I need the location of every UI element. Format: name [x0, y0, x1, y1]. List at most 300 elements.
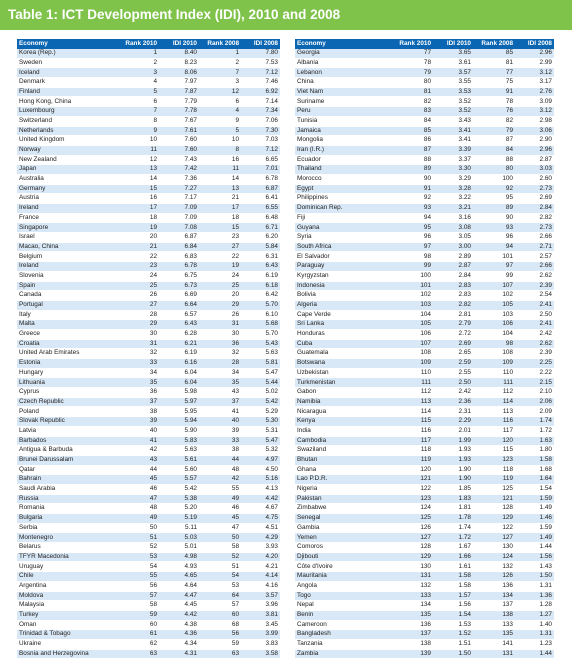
table-row [295, 484, 554, 494]
cell-rank-2008: 137 [473, 601, 515, 611]
cell-rank-2010: 62 [121, 639, 159, 649]
cell-idi-2008: 6.92 [241, 87, 280, 97]
cell-idi-2008: 4.75 [241, 514, 280, 524]
cell-rank-2008: 42 [199, 475, 241, 485]
cell-rank-2010: 11 [121, 145, 159, 155]
cell-rank-2010: 118 [393, 446, 433, 456]
cell-economy: Latvia [17, 426, 121, 436]
cell-rank-2010: 30 [121, 329, 159, 339]
cell-rank-2010: 125 [393, 514, 433, 524]
cell-rank-2008: 127 [473, 533, 515, 543]
cell-economy: Togo [295, 591, 393, 601]
cell-economy: United Arab Emirates [17, 349, 121, 359]
cell-idi-2010: 3.55 [433, 78, 473, 88]
cell-idi-2010: 5.19 [159, 514, 199, 524]
cell-rank-2008: 89 [473, 204, 515, 214]
cell-rank-2010: 137 [393, 630, 433, 640]
cell-idi-2008: 7.46 [241, 78, 280, 88]
cell-idi-2010: 7.42 [159, 165, 199, 175]
cell-idi-2008: 7.30 [241, 126, 280, 136]
cell-idi-2010: 2.55 [433, 368, 473, 378]
cell-rank-2008: 100 [473, 174, 515, 184]
cell-rank-2008: 12 [199, 87, 241, 97]
cell-idi-2010: 1.93 [433, 446, 473, 456]
cell-rank-2010: 86 [393, 136, 433, 146]
cell-idi-2008: 5.42 [241, 397, 280, 407]
table-row [17, 591, 280, 601]
cell-idi-2008: 2.71 [515, 242, 554, 252]
cell-rank-2008: 75 [473, 78, 515, 88]
cell-rank-2008: 76 [473, 107, 515, 117]
cell-economy: Fiji [295, 213, 393, 223]
table-row [295, 426, 554, 436]
cell-economy: Estonia [17, 359, 121, 369]
cell-rank-2008: 114 [473, 397, 515, 407]
cell-idi-2008: 2.41 [515, 320, 554, 330]
cell-rank-2010: 60 [121, 620, 159, 630]
cell-idi-2008: 2.84 [515, 204, 554, 214]
table-row [17, 504, 280, 514]
cell-rank-2010: 31 [121, 339, 159, 349]
cell-rank-2010: 25 [121, 281, 159, 291]
cell-rank-2008: 116 [473, 417, 515, 427]
cell-rank-2010: 29 [121, 320, 159, 330]
cell-economy: Argentina [17, 581, 121, 591]
cell-idi-2008: 7.34 [241, 107, 280, 117]
title-bar [0, 0, 572, 30]
cell-rank-2010: 110 [393, 368, 433, 378]
cell-idi-2008: 3.17 [515, 78, 554, 88]
table-row [295, 359, 554, 369]
cell-idi-2008: 2.50 [515, 310, 554, 320]
table-row [295, 572, 554, 582]
cell-idi-2010: 7.67 [159, 116, 199, 126]
cell-idi-2010: 7.08 [159, 223, 199, 233]
cell-idi-2010: 3.16 [433, 213, 473, 223]
cell-rank-2008: 112 [473, 388, 515, 398]
cell-rank-2008: 120 [473, 436, 515, 446]
cell-idi-2008: 6.87 [241, 184, 280, 194]
cell-rank-2008: 98 [473, 339, 515, 349]
cell-idi-2010: 2.89 [433, 252, 473, 262]
cell-idi-2010: 7.17 [159, 194, 199, 204]
cell-idi-2010: 5.60 [159, 465, 199, 475]
cell-idi-2008: 5.47 [241, 368, 280, 378]
cell-economy: Tanzania [295, 639, 393, 649]
cell-rank-2010: 52 [121, 543, 159, 553]
cell-economy: Greece [17, 329, 121, 339]
table-row [17, 436, 280, 446]
table-row [295, 320, 554, 330]
cell-rank-2010: 84 [393, 116, 433, 126]
cell-rank-2010: 24 [121, 271, 159, 281]
cell-rank-2010: 23 [121, 262, 159, 272]
cell-rank-2008: 54 [199, 572, 241, 582]
cell-economy: Gambia [295, 523, 393, 533]
cell-economy: Suriname [295, 97, 393, 107]
cell-economy: Ireland [17, 204, 121, 214]
table-row [295, 388, 554, 398]
cell-rank-2008: 6 [199, 97, 241, 107]
cell-idi-2010: 7.09 [159, 204, 199, 214]
cell-rank-2010: 36 [121, 388, 159, 398]
cell-idi-2010: 7.61 [159, 126, 199, 136]
table-row [295, 436, 554, 446]
cell-rank-2008: 41 [199, 407, 241, 417]
cell-rank-2008: 78 [473, 97, 515, 107]
cell-rank-2010: 38 [121, 407, 159, 417]
cell-economy: Ukraine [17, 639, 121, 649]
table-row [17, 58, 280, 68]
cell-rank-2008: 4 [199, 107, 241, 117]
cell-economy: Croatia [17, 339, 121, 349]
table-row [295, 581, 554, 591]
table-row [17, 107, 280, 117]
table-row [17, 620, 280, 630]
cell-idi-2010: 5.11 [159, 523, 199, 533]
cell-rank-2010: 53 [121, 552, 159, 562]
cell-economy: Russia [17, 494, 121, 504]
cell-rank-2010: 4 [121, 78, 159, 88]
table-row [295, 58, 554, 68]
cell-rank-2008: 33 [199, 436, 241, 446]
cell-rank-2008: 53 [199, 581, 241, 591]
cell-rank-2008: 29 [199, 300, 241, 310]
table-row [17, 68, 280, 78]
cell-idi-2010: 1.58 [433, 572, 473, 582]
cell-economy: Bolivia [295, 291, 393, 301]
table-row [295, 223, 554, 233]
cell-economy: Ecuador [295, 155, 393, 165]
cell-idi-2010: 7.79 [159, 97, 199, 107]
cell-idi-2008: 6.41 [241, 194, 280, 204]
table-row [295, 543, 554, 553]
cell-rank-2010: 61 [121, 630, 159, 640]
cell-rank-2010: 102 [393, 291, 433, 301]
cell-economy: Luxembourg [17, 107, 121, 117]
cell-rank-2010: 133 [393, 591, 433, 601]
cell-economy: Zimbabwe [295, 504, 393, 514]
cell-idi-2008: 2.96 [515, 49, 554, 58]
cell-rank-2008: 107 [473, 281, 515, 291]
cell-idi-2010: 2.50 [433, 378, 473, 388]
cell-rank-2010: 27 [121, 300, 159, 310]
table-row [295, 116, 554, 126]
cell-rank-2008: 37 [199, 397, 241, 407]
cell-idi-2008: 1.59 [515, 523, 554, 533]
cell-rank-2008: 96 [473, 233, 515, 243]
cell-rank-2008: 131 [473, 649, 515, 659]
cell-rank-2008: 18 [199, 213, 241, 223]
cell-economy: El Salvador [295, 252, 393, 262]
cell-rank-2008: 93 [473, 223, 515, 233]
cell-idi-2008: 3.81 [241, 610, 280, 620]
cell-rank-2010: 18 [121, 213, 159, 223]
cell-rank-2010: 8 [121, 116, 159, 126]
cell-rank-2008: 81 [473, 58, 515, 68]
cell-economy: Morocco [295, 174, 393, 184]
cell-rank-2010: 119 [393, 455, 433, 465]
cell-idi-2008: 2.09 [515, 407, 554, 417]
cell-idi-2010: 5.83 [159, 436, 199, 446]
cell-idi-2008: 7.12 [241, 68, 280, 78]
cell-rank-2010: 43 [121, 455, 159, 465]
cell-idi-2008: 2.69 [515, 194, 554, 204]
cell-rank-2010: 131 [393, 572, 433, 582]
cell-idi-2008: 6.71 [241, 223, 280, 233]
cell-economy: Swaziland [295, 446, 393, 456]
cell-idi-2008: 5.16 [241, 475, 280, 485]
cell-idi-2008: 1.49 [515, 504, 554, 514]
table-row [295, 78, 554, 88]
table-row [295, 155, 554, 165]
cell-rank-2010: 39 [121, 417, 159, 427]
table-row [17, 194, 280, 204]
cell-rank-2008: 2 [199, 58, 241, 68]
table-row [295, 417, 554, 427]
table-row [17, 320, 280, 330]
cell-idi-2008: 2.66 [515, 262, 554, 272]
cell-idi-2008: 7.80 [241, 49, 280, 58]
cell-idi-2010: 4.98 [159, 552, 199, 562]
cell-economy: Kenya [295, 417, 393, 427]
cell-idi-2010: 5.94 [159, 417, 199, 427]
cell-economy: Saudi Arabia [17, 484, 121, 494]
cell-rank-2008: 44 [199, 455, 241, 465]
cell-economy: Moldova [17, 591, 121, 601]
cell-rank-2010: 135 [393, 610, 433, 620]
cell-idi-2008: 6.19 [241, 271, 280, 281]
cell-idi-2010: 4.65 [159, 572, 199, 582]
cell-rank-2008: 103 [473, 310, 515, 320]
cell-rank-2010: 112 [393, 388, 433, 398]
cell-idi-2010: 1.74 [433, 523, 473, 533]
cell-economy: Nepal [295, 601, 393, 611]
cell-idi-2008: 5.32 [241, 446, 280, 456]
cell-idi-2008: 4.67 [241, 504, 280, 514]
table-row [17, 514, 280, 524]
cell-rank-2010: 113 [393, 397, 433, 407]
cell-idi-2010: 8.40 [159, 49, 199, 58]
table-row [295, 649, 554, 659]
table-row [17, 552, 280, 562]
cell-economy: Namibia [295, 397, 393, 407]
cell-idi-2008: 6.55 [241, 204, 280, 214]
cell-economy: Mongolia [295, 136, 393, 146]
cell-rank-2010: 63 [121, 649, 159, 659]
cell-economy: Chile [17, 572, 121, 582]
cell-rank-2008: 135 [473, 630, 515, 640]
cell-rank-2008: 133 [473, 620, 515, 630]
cell-idi-2008: 2.66 [515, 233, 554, 243]
cell-idi-2010: 1.67 [433, 543, 473, 553]
cell-rank-2008: 14 [199, 174, 241, 184]
cell-idi-2008: 1.74 [515, 417, 554, 427]
cell-economy: Tunisia [295, 116, 393, 126]
table-header-row [17, 39, 280, 49]
cell-economy: Zambia [295, 649, 393, 659]
cell-rank-2008: 59 [199, 639, 241, 649]
cell-rank-2008: 19 [199, 262, 241, 272]
table-row [295, 233, 554, 243]
table-row [295, 174, 554, 184]
header-rank-2008: Rank 2008 [199, 39, 241, 49]
cell-rank-2008: 1 [199, 49, 241, 58]
cell-idi-2010: 7.60 [159, 136, 199, 146]
cell-economy: Lebanon [295, 68, 393, 78]
cell-rank-2010: 89 [393, 165, 433, 175]
cell-rank-2010: 16 [121, 194, 159, 204]
cell-idi-2010: 1.58 [433, 581, 473, 591]
cell-rank-2008: 21 [199, 194, 241, 204]
cell-rank-2010: 15 [121, 184, 159, 194]
cell-idi-2008: 2.60 [515, 174, 554, 184]
cell-idi-2008: 2.41 [515, 300, 554, 310]
cell-rank-2010: 80 [393, 78, 433, 88]
cell-idi-2010: 5.63 [159, 446, 199, 456]
cell-idi-2010: 4.36 [159, 630, 199, 640]
cell-economy: Qatar [17, 465, 121, 475]
cell-economy: Guyana [295, 223, 393, 233]
cell-rank-2010: 42 [121, 446, 159, 456]
cell-idi-2010: 5.95 [159, 407, 199, 417]
cell-economy: Belarus [17, 543, 121, 553]
cell-idi-2008: 1.80 [515, 446, 554, 456]
cell-idi-2010: 1.72 [433, 533, 473, 543]
cell-idi-2010: 1.93 [433, 455, 473, 465]
header-rank-2008: Rank 2008 [473, 39, 515, 49]
cell-idi-2010: 7.87 [159, 87, 199, 97]
table-row [295, 300, 554, 310]
cell-rank-2008: 77 [473, 68, 515, 78]
table-row [17, 165, 280, 175]
cell-rank-2010: 136 [393, 620, 433, 630]
cell-economy: Hong Kong, China [17, 97, 121, 107]
table-row [17, 329, 280, 339]
cell-idi-2010: 6.19 [159, 349, 199, 359]
cell-economy: Cyprus [17, 388, 121, 398]
cell-rank-2008: 138 [473, 610, 515, 620]
cell-economy: Côte d'Ivoire [295, 562, 393, 572]
table-row [17, 368, 280, 378]
cell-idi-2008: 5.68 [241, 320, 280, 330]
cell-rank-2008: 39 [199, 426, 241, 436]
cell-economy: Yemen [295, 533, 393, 543]
header-idi-2008: IDI 2008 [241, 39, 280, 49]
cell-idi-2008: 7.14 [241, 97, 280, 107]
table-row [17, 630, 280, 640]
cell-idi-2008: 3.58 [241, 649, 280, 659]
table-row [17, 543, 280, 553]
cell-idi-2008: 3.96 [241, 601, 280, 611]
table-row [17, 562, 280, 572]
cell-idi-2008: 3.12 [515, 68, 554, 78]
cell-rank-2008: 105 [473, 300, 515, 310]
cell-rank-2010: 111 [393, 378, 433, 388]
table-row [17, 339, 280, 349]
cell-economy: Dominican Rep. [295, 204, 393, 214]
cell-rank-2010: 81 [393, 87, 433, 97]
cell-economy: Mauritania [295, 572, 393, 582]
table-row [17, 174, 280, 184]
cell-rank-2008: 92 [473, 184, 515, 194]
cell-rank-2010: 5 [121, 87, 159, 97]
cell-rank-2010: 92 [393, 194, 433, 204]
cell-rank-2008: 55 [199, 484, 241, 494]
cell-rank-2010: 6 [121, 97, 159, 107]
cell-idi-2010: 1.78 [433, 514, 473, 524]
cell-idi-2010: 8.23 [159, 58, 199, 68]
cell-idi-2010: 3.08 [433, 223, 473, 233]
cell-rank-2008: 79 [473, 126, 515, 136]
table-row [17, 407, 280, 417]
cell-rank-2010: 57 [121, 591, 159, 601]
table-row [295, 87, 554, 97]
table-row [295, 252, 554, 262]
table-row [17, 426, 280, 436]
cell-idi-2010: 5.98 [159, 388, 199, 398]
cell-rank-2010: 35 [121, 378, 159, 388]
cell-idi-2008: 2.15 [515, 378, 554, 388]
cell-rank-2008: 27 [199, 242, 241, 252]
cell-rank-2010: 1 [121, 49, 159, 58]
cell-rank-2008: 126 [473, 572, 515, 582]
cell-idi-2008: 4.14 [241, 572, 280, 582]
cell-idi-2008: 2.62 [515, 271, 554, 281]
table-row [17, 126, 280, 136]
cell-rank-2008: 102 [473, 291, 515, 301]
cell-idi-2010: 2.82 [433, 300, 473, 310]
cell-rank-2010: 87 [393, 145, 433, 155]
cell-idi-2008: 6.42 [241, 291, 280, 301]
cell-economy: Benin [295, 610, 393, 620]
cell-rank-2010: 120 [393, 465, 433, 475]
table-row [295, 397, 554, 407]
cell-rank-2008: 124 [473, 552, 515, 562]
table-row [295, 136, 554, 146]
cell-economy: Malta [17, 320, 121, 330]
cell-rank-2008: 64 [199, 591, 241, 601]
cell-economy: Switzerland [17, 116, 121, 126]
table-row [17, 223, 280, 233]
table-row [17, 378, 280, 388]
cell-economy: Gabon [295, 388, 393, 398]
table-row [17, 78, 280, 88]
cell-idi-2010: 4.42 [159, 610, 199, 620]
cell-rank-2008: 87 [473, 136, 515, 146]
cell-economy: Barbados [17, 436, 121, 446]
cell-rank-2008: 22 [199, 252, 241, 262]
table-row [17, 300, 280, 310]
cell-rank-2008: 122 [473, 523, 515, 533]
cell-idi-2008: 1.31 [515, 630, 554, 640]
cell-idi-2008: 5.30 [241, 417, 280, 427]
table-row [295, 68, 554, 78]
cell-idi-2010: 7.78 [159, 107, 199, 117]
cell-economy: Ireland [17, 262, 121, 272]
cell-idi-2010: 6.16 [159, 359, 199, 369]
cell-rank-2010: 139 [393, 649, 433, 659]
cell-idi-2010: 2.83 [433, 291, 473, 301]
cell-economy: Syria [295, 233, 393, 243]
cell-idi-2008: 3.06 [515, 126, 554, 136]
cell-idi-2008: 1.49 [515, 533, 554, 543]
cell-rank-2008: 9 [199, 116, 241, 126]
cell-idi-2008: 3.99 [241, 630, 280, 640]
cell-idi-2008: 1.44 [515, 543, 554, 553]
cell-idi-2010: 6.43 [159, 320, 199, 330]
cell-rank-2008: 88 [473, 155, 515, 165]
